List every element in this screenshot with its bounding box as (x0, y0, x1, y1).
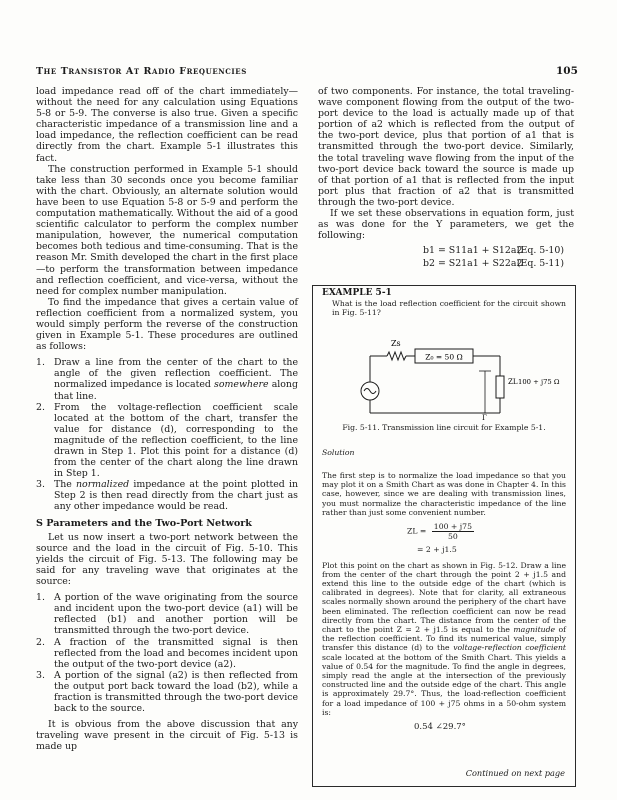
list-item: 2. From the voltage-reflection coefficient scale located at the bottom of the chart, transfer the value for distance (d), corresponding to the magnitude of the reflection coefficient, to the line drawn in Step 1. Plot this point for a distance (d) from the center of the chart along the line drawn in Step 1. (36, 401, 298, 480)
normalized-impedance-result: = 2 + j1.5 (417, 545, 457, 555)
z0-label: Z₀ = 50 Ω (425, 352, 463, 362)
gamma-label: Γ (482, 413, 487, 421)
figure-caption: Fig. 5-11. Transmission line circuit for Example 5-1. (342, 422, 546, 432)
list-item: 1. Draw a line from the center of the chart to the angle of the given reflection coefficient. The normalized impedance is located somewhere along that line. (36, 357, 298, 402)
reflection-coefficient-answer: 0.54 ∠29.7° (414, 722, 466, 733)
paragraph: If we set these observations in equation form, just as was done for the Y parameters, we get the following: (318, 208, 574, 242)
equation-5-11: b2 = S21a1 + S22a2 (Eq. 5-11) (423, 258, 564, 270)
list-item: 1. A portion of the wave originating from the source and incident upon the two-port device (a1) will be reflected (b1) and another portion will be transmitted through the two-port device. (36, 592, 298, 637)
solution-label: Solution (322, 447, 355, 457)
list-item: 3. The normalized impedance at the point plotted in Step 2 is then read directly from the chart just as any other impedance would be read. (36, 479, 298, 513)
paragraph: of two components. For instance, the total traveling-wave component flowing from the output of the two-port device to the load is actually made up of that portion of a2 which is reflected from the output of the two-port device, plus that portion of a1 that is transmitted through the two-port device. Similarly, the total traveling wave flowing from the input of the two-port device back toward the source is made up of that portion of a1 that is reflected from the input port plus that fraction of a2 that is transmitted through the two-port device. (318, 86, 574, 208)
continued-note: Continued on next page (465, 768, 565, 778)
section-heading: S Parameters and the Two-Port Network (36, 517, 252, 529)
procedure-list (36, 357, 298, 512)
wave-list (36, 592, 298, 714)
paragraph: The construction performed in Example 5-1 should take less than 30 seconds once you become familiar with the chart. Obviously, an alternate solution would have been to use Equation 5-8 or 5-9 and perform the computation mathematically. Without the aid of a good scientific calculator to perform the complex number manipulation, however, the numerical computation becomes both tedious and time-consuming. That is the reason Mr. Smith developed the chart in the first place—to perform the transformation between impedance and reflection coefficient, and vice-versa, without the need for complex number manipulation. (36, 163, 298, 297)
normalized-impedance-equation: ZL = $\frac{100 + j75}{50}$ (407, 522, 472, 542)
list-item: 3. A portion of the signal (a2) is then reflected from the output port back toward the load (b2), while a fraction is transmitted through the two-port device back to the source. (36, 669, 298, 715)
load-resistor-icon (496, 376, 504, 398)
paragraph: It is obvious from the above discussion that any traveling wave present in the circuit of Fig. 5-13 is made up (36, 719, 298, 753)
circuit-diagram (325, 321, 565, 421)
zl-label: ZL (508, 377, 518, 386)
solution-step-2: Plot this point on the chart as shown in Fig. 5-12. Draw a line from the center of the chart through the point 2 + j1.5 and extend this line to the outside edge of the chart (which is calibrated in degrees). Note that for clarity, all extraneous scales normally shown around the periphery of the chart have been eliminated. The reflection coefficient can now be read directly from the chart. The distance from the center of the chart to the point Z = 2 + j1.5 is equal to the magnitude of the reflection coefficient. To find its numerical value, simply transfer this distance (d) to the voltage-reflection coefficient scale located at the bottom of the Smith Chart. This yields a value of 0.54 for the magnitude. To find the angle in degrees, simply read the angle at the intersection of the previously constructed line and the outside edge of the chart. This angle is approximately 29.7°. Thus, the load-reflection coefficient for a load impedance of 100 + j75 ohms in a 50-ohm system is: (322, 560, 566, 717)
zs-label: Zs (391, 338, 401, 348)
equation-5-10: b1 = S11a1 + S12a2 (Eq. 5-10) (423, 245, 564, 257)
paragraph: Let us now insert a two-port network between the source and the load in the circuit of Fig. 5-10. This yields the circuit of Fig. 5-13. The following may be said for any traveling wave that originates at the source: (36, 531, 298, 588)
zl-value: 100 + j75 Ω (518, 377, 560, 386)
running-title: The Transistor At Radio Frequencies (36, 66, 247, 77)
paragraph: load impedance read off of the chart immediately—without the need for any calculation using Equations 5-8 or 5-9. The converse is also true. Given a specific characteristic impedance of a transmission line and a load impedance, the reflection coefficient can be read directly from the chart. Example 5-1 illustrates this fact. (36, 86, 298, 164)
paragraph: To find the impedance that gives a certain value of reflection coefficient from a normalized system, you would simply perform the reverse of the construction given in Example 5-1. These procedures are outlined as follows: (36, 296, 298, 353)
list-item: 2. A fraction of the transmitted signal is then reflected from the load and becomes incident upon the output of the two-port device (a2). (36, 636, 298, 670)
solution-step-1: The first step is to normalize the load impedance so that you may plot it on a Smith Chart as was done in Chapter 4. In this case, however, since we are dealing with transmission lines, you must normalize the characteristic impedance of the line rather than just some convenient number. (322, 471, 566, 517)
example-question: What is the load reflection coefficient for the circuit shown in Fig. 5-11? (332, 299, 566, 318)
right-column (318, 86, 574, 271)
page-number: 105 (556, 65, 578, 77)
source-resistor-icon (387, 352, 406, 360)
left-column (36, 86, 298, 752)
example-box (312, 285, 576, 787)
example-title: EXAMPLE 5-1 (322, 288, 392, 298)
